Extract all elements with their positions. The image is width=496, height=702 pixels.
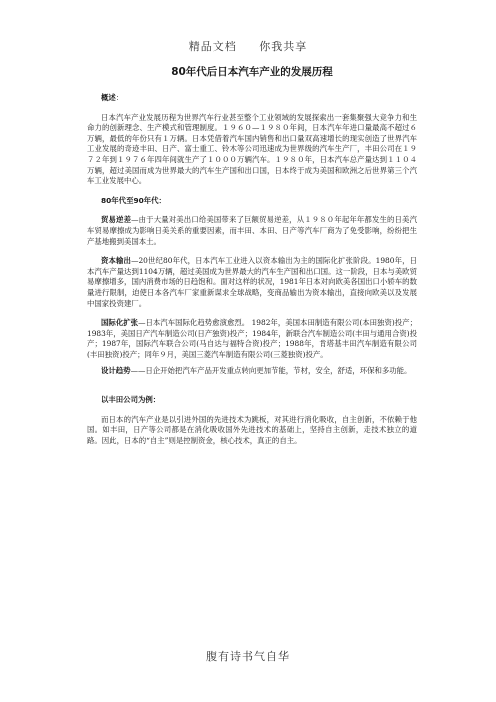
document-body <box>87 64 417 446</box>
header-left-text: 精品文档 <box>188 40 237 53</box>
overview-paragraph: 日本汽车产业发展历程为世界汽车行业甚至整个工业领域的发展探索出一套集聚强大竞争力和生命力的创新理念、生产模式和管理制度。１９６０—１９８０年间，日本汽车年进口量最高不超过６万辆，最低的年份只有１万辆。日本凭借着汽车国内销售和出口量双高速增长的现实创造了世界汽车工业发展的奇迹丰田、日产、富士重工、铃木等公司迅速成为世界级的汽车生产厂，丰田公司在１９７２年到１９７６年四年间就生产了１０００万辆汽车。１９８０年，日本汽车总产量达到１１０４万辆，超过美国而成为世界最大的汽车生产国和出口国，日本终于成为美国和欧洲之后世界第三个汽车工业发展中心。 <box>87 112 417 186</box>
international-expansion-paragraph <box>87 318 417 360</box>
capital-export-paragraph <box>87 256 417 309</box>
toyota-paragraph: 而日本的汽车产业是以引进外国的先进技术为跳板，对其进行消化吸收，自主创新，不依赖于他国。如丰田，日产等公司都是在消化吸收国外先进技术的基础上，坚持自主创新，走技术独立的道路。因此，日本的“自主”则是控制资金，核心技术，真正的自主。 <box>87 414 417 445</box>
trade-deficit-body: —由于大量对美出口给美国带来了巨额贸易逆差，从１９８０年起年年都发生的日美汽车贸易摩擦成为影响日美关系的重要因素，而丰田、本田、日产等汽车厂商为了免受影响，纷纷把生产基地搬到美国本土。 <box>87 215 417 246</box>
document-title: 80年代后日本汽车产业的发展历程 <box>171 66 333 78</box>
overview-heading <box>87 93 417 104</box>
design-trend-lead: 设计趋势 <box>101 366 131 376</box>
header-right-text: 你我共享 <box>259 40 308 53</box>
toyota-heading <box>87 395 417 406</box>
international-expansion-body: —日本汽车国际化趋势愈演愈烈。 1982年，美国本田制造有限公司(本田独资)投产；1983年，美国日产汽车制造公司(日产独资)投产；1984年，新联合汽车制造公司(丰田与通用合资)投产；1987年，国际汽车联合公司(马自达与福特合资)投产；1988年，肯塔基丰田汽车制造有限公司(丰田独资)投产；同年９月，美国三菱汽车制造有限公司(三菱独资)投产。 <box>87 318 417 359</box>
design-trend-body: ——日企开始把汽车产品开发重点转向更加节能，节材，安全，舒适，环保和多功能。 <box>130 366 412 376</box>
era-heading-text: 80年代至90年代： <box>101 195 166 205</box>
international-expansion-lead: 国际化扩张 <box>101 318 139 328</box>
capital-export-lead: 资本输出 <box>101 256 132 266</box>
trade-deficit-paragraph <box>87 215 417 247</box>
toyota-heading-text: 以丰田公司为例： <box>101 395 161 405</box>
capital-export-body: —20世纪80年代，日本汽车工业进入以资本输出为主的国际化扩张阶段。1980年，日本汽车产量达到1104万辆，超过美国成为世界最大的汽车生产国和出口国。这一阶段，日本与美欧贸易摩擦增多，国内消费市场的日趋饱和。面对这样的状况，1981年日本对向欧美各国出口小轿车的数量进行限制，迫使日本各汽车厂家重新谋求全球战略，变商品输出为资本输出，直接向欧美以及发展中国家投资建厂。 <box>87 256 417 308</box>
page-header <box>0 38 496 54</box>
era-heading <box>87 196 417 207</box>
overview-colon: ： <box>115 93 124 102</box>
trade-deficit-lead: 贸易逆差 <box>101 215 132 225</box>
design-trend-paragraph <box>87 366 417 377</box>
overview-label: 概述 <box>101 93 116 102</box>
page-footer: 腹有诗书气自华 <box>206 650 290 663</box>
